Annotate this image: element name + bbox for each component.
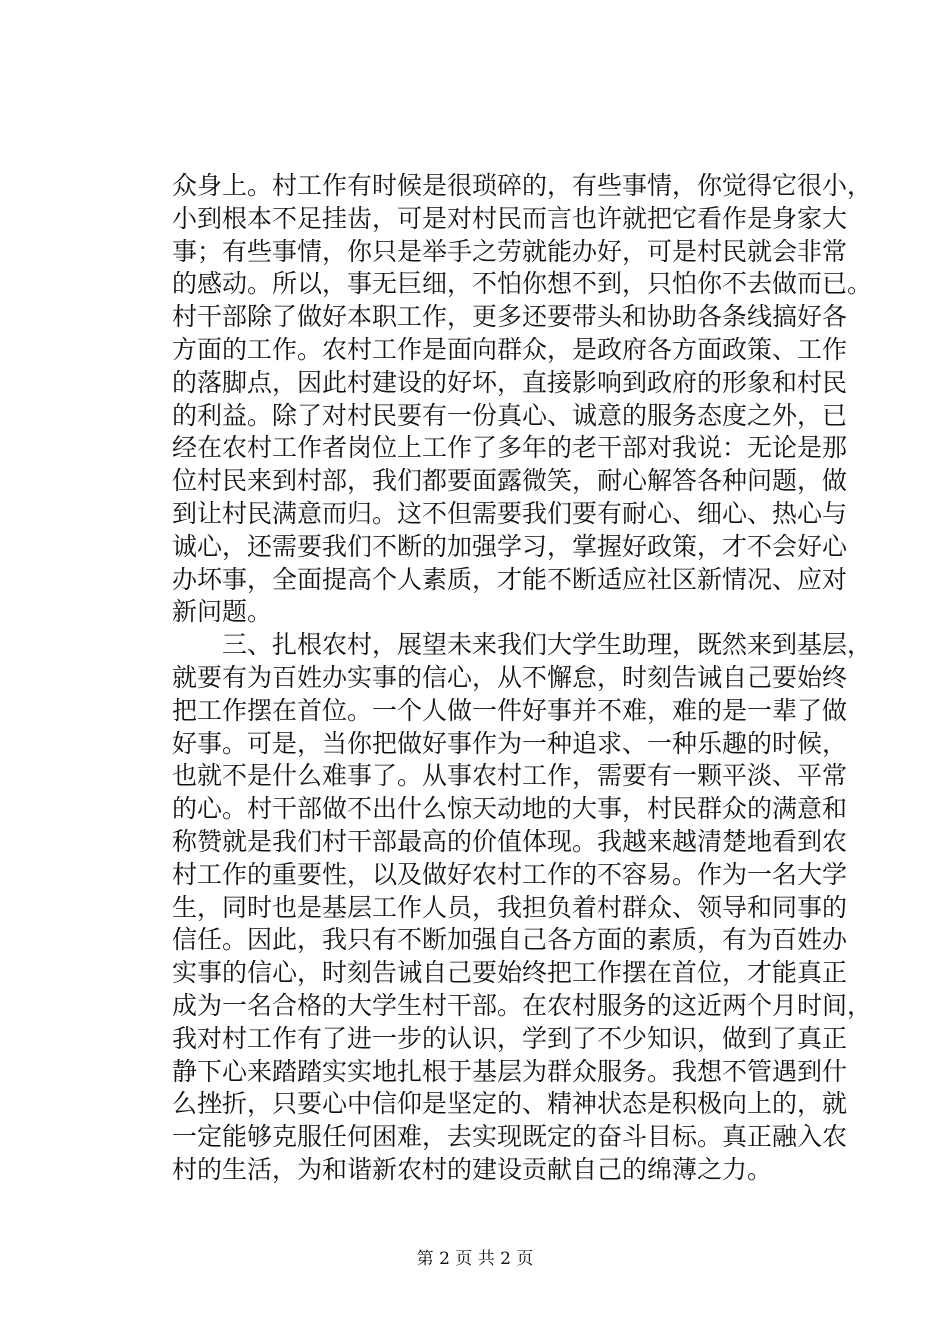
- text-line: 到让村民满意而归。这不但需要我们要有耐心、细心、热心与: [172, 498, 848, 528]
- text-line: 称赞就是我们村干部最高的价值体现。我越来越清楚地看到农: [172, 826, 848, 856]
- text-line: 静下心来踏踏实实地扎根于基层为群众服务。我想不管遇到什: [172, 1056, 848, 1086]
- text-line: 村的生活，为和谐新农村的建设贡献自己的绵薄之力。: [172, 1154, 773, 1184]
- text-line: 一定能够克服任何困难，去实现既定的奋斗目标。真正融入农: [172, 1122, 848, 1152]
- text-line: 实事的信心，时刻告诫自己要始终把工作摆在首位，才能真正: [172, 958, 848, 988]
- text-line: 三、扎根农村，展望未来我们大学生助理，既然来到基层，: [172, 630, 873, 660]
- text-line: 方面的工作。农村工作是面向群众，是政府各方面政策、工作: [172, 334, 848, 364]
- body-text: [172, 170, 873, 1187]
- text-line: 成为一名合格的大学生村干部。在农村服务的这近两个月时间，: [172, 990, 873, 1020]
- text-line: 新问题。: [172, 597, 273, 627]
- text-line: 好事。可是，当你把做好事作为一种追求、一种乐趣的时候，: [172, 728, 848, 758]
- text-line: 众身上。村工作有时候是很琐碎的，有些事情，你觉得它很小，: [172, 171, 873, 200]
- text-line: 的利益。除了对村民要有一份真心、诚意的服务态度之外，已: [172, 400, 848, 430]
- text-line: 办坏事，全面提高个人素质，才能不断适应社区新情况、应对: [172, 564, 848, 594]
- text-line: 就要有为百姓办实事的信心，从不懈怠，时刻告诫自己要始终: [172, 662, 848, 692]
- text-line: 把工作摆在首位。一个人做一件好事并不难，难的是一辈了做: [172, 695, 848, 725]
- text-line: 经在农村工作者岗位上工作了多年的老干部对我说：无论是那: [172, 433, 848, 463]
- text-line: 信任。因此，我只有不断加强自己各方面的素质，有为百姓办: [172, 925, 848, 955]
- text-line: 诚心，还需要我们不断的加强学习，掌握好政策，才不会好心: [172, 531, 848, 561]
- text-line: 村工作的重要性，以及做好农村工作的不容易。作为一名大学: [172, 859, 848, 889]
- text-line: 么挫折，只要心中信仰是坚定的、精神状态是积极向上的，就: [172, 1089, 848, 1119]
- text-line: 我对村工作有了进一步的认识，学到了不少知识，做到了真正: [172, 1023, 848, 1053]
- text-line: 位村民来到村部，我们都要面露微笑，耐心解答各种问题，做: [172, 466, 848, 496]
- text-line: 的心。村干部做不出什么惊天动地的大事，村民群众的满意和: [172, 794, 848, 824]
- text-line: 的落脚点，因此村建设的好坏，直接影响到政府的形象和村民: [172, 367, 848, 397]
- text-line: 小到根本不足挂齿，可是对村民而言也许就把它看作是身家大: [172, 203, 848, 233]
- text-line: 事；有些事情，你只是举手之劳就能办好，可是村民就会非常: [172, 236, 848, 266]
- page-number-footer: 第 2 页 共 2 页: [416, 1249, 534, 1269]
- text-line: 也就不是什么难事了。从事农村工作，需要有一颗平淡、平常: [172, 761, 848, 791]
- text-line: 的感动。所以，事无巨细，不怕你想不到，只怕你不去做而已。: [172, 269, 873, 299]
- text-line: 生，同时也是基层工作人员，我担负着村群众、领导和同事的: [172, 892, 848, 922]
- text-line: 村干部除了做好本职工作，更多还要带头和协助各条线搞好各: [172, 302, 848, 332]
